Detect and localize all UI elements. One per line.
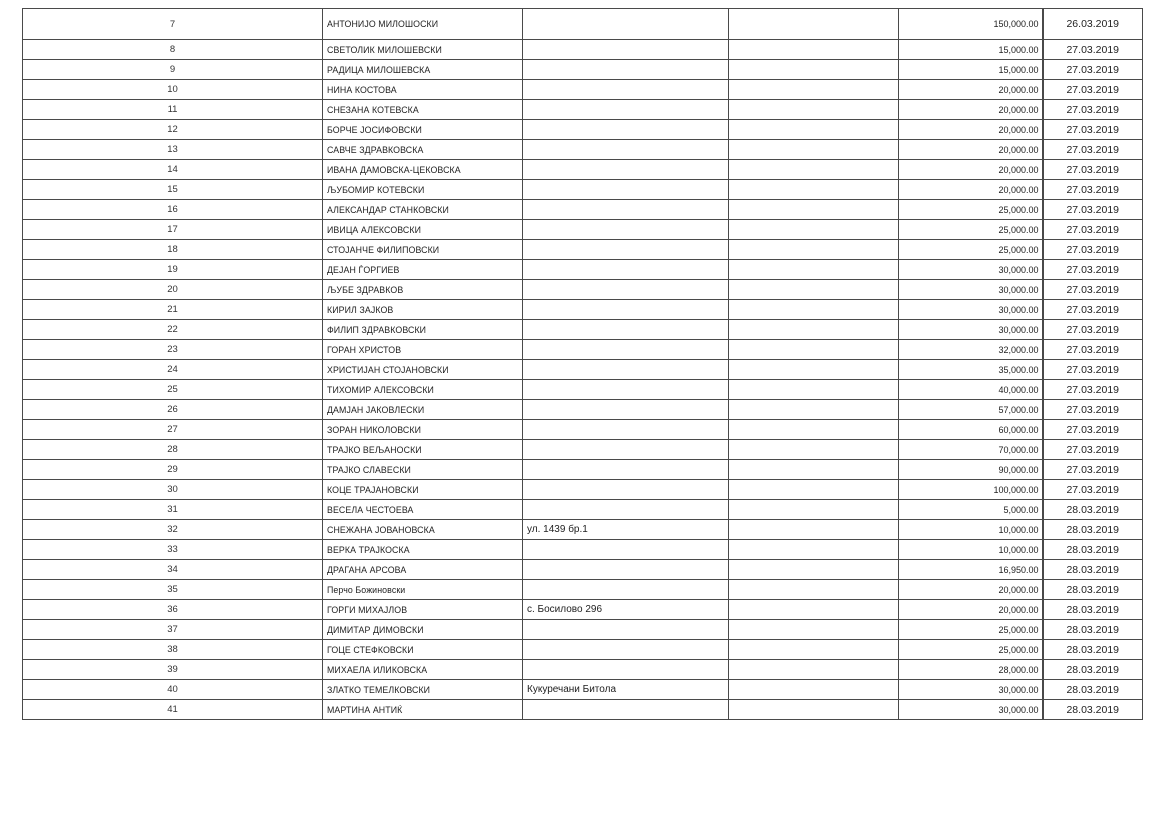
donor-address: [523, 280, 729, 300]
donation-date: 28.03.2019: [1043, 560, 1143, 580]
donor-address: [523, 440, 729, 460]
table-row: [23, 340, 1143, 360]
row-number: 30: [23, 480, 323, 500]
donation-date: 27.03.2019: [1043, 80, 1143, 100]
donor-name: Перчо Божиновски: [323, 580, 523, 600]
donation-amount: 20,000.00: [899, 160, 1043, 180]
empty-cell: [729, 600, 899, 620]
row-number: 7: [23, 9, 323, 40]
donation-date: 27.03.2019: [1043, 440, 1143, 460]
table-row: [23, 240, 1143, 260]
empty-cell: [729, 620, 899, 640]
donation-date: 27.03.2019: [1043, 360, 1143, 380]
donor-address: [523, 340, 729, 360]
donor-name: АНТОНИЈО МИЛОШОСКИ: [323, 9, 523, 40]
empty-cell: [729, 380, 899, 400]
table-row: [23, 540, 1143, 560]
empty-cell: [729, 240, 899, 260]
donation-date: 27.03.2019: [1043, 160, 1143, 180]
donation-amount: 30,000.00: [899, 280, 1043, 300]
donor-address: [523, 460, 729, 480]
donation-date: 28.03.2019: [1043, 520, 1143, 540]
donation-date: 27.03.2019: [1043, 280, 1143, 300]
row-number: 15: [23, 180, 323, 200]
row-number: 14: [23, 160, 323, 180]
row-number: 10: [23, 80, 323, 100]
donor-name: НИНА КОСТОВА: [323, 80, 523, 100]
donation-amount: 10,000.00: [899, 540, 1043, 560]
donor-name: ТРАЈКО СЛАВЕСКИ: [323, 460, 523, 480]
donation-amount: 30,000.00: [899, 300, 1043, 320]
row-number: 36: [23, 600, 323, 620]
donor-address: [523, 160, 729, 180]
donation-amount: 57,000.00: [899, 400, 1043, 420]
table-row: [23, 640, 1143, 660]
donation-amount: 30,000.00: [899, 260, 1043, 280]
empty-cell: [729, 680, 899, 700]
donation-amount: 150,000.00: [899, 9, 1043, 40]
donation-date: 28.03.2019: [1043, 620, 1143, 640]
donor-name: ИВИЦА АЛЕКСОВСКИ: [323, 220, 523, 240]
row-number: 8: [23, 40, 323, 60]
empty-cell: [729, 360, 899, 380]
table-row: [23, 100, 1143, 120]
donor-name: ХРИСТИЈАН СТОЈАНОВСКИ: [323, 360, 523, 380]
empty-cell: [729, 160, 899, 180]
empty-cell: [729, 60, 899, 80]
table-row: [23, 440, 1143, 460]
table-row: [23, 520, 1143, 540]
row-number: 18: [23, 240, 323, 260]
donor-address: [523, 480, 729, 500]
empty-cell: [729, 520, 899, 540]
donor-name: ЗЛАТКО ТЕМЕЛКОВСКИ: [323, 680, 523, 700]
empty-cell: [729, 560, 899, 580]
empty-cell: [729, 120, 899, 140]
row-number: 19: [23, 260, 323, 280]
donation-date: 28.03.2019: [1043, 640, 1143, 660]
row-number: 35: [23, 580, 323, 600]
donation-date: 26.03.2019: [1043, 9, 1143, 40]
donor-name: СТОЈАНЧЕ ФИЛИПОВСКИ: [323, 240, 523, 260]
donation-date: 27.03.2019: [1043, 200, 1143, 220]
donor-address: [523, 240, 729, 260]
row-number: 17: [23, 220, 323, 240]
donor-name: КИРИЛ ЗАЈКОВ: [323, 300, 523, 320]
row-number: 29: [23, 460, 323, 480]
row-number: 37: [23, 620, 323, 640]
row-number: 21: [23, 300, 323, 320]
empty-cell: [729, 320, 899, 340]
donations-sheet: [22, 8, 1142, 720]
donation-date: 27.03.2019: [1043, 480, 1143, 500]
donor-address: [523, 100, 729, 120]
table-row: [23, 280, 1143, 300]
row-number: 22: [23, 320, 323, 340]
donation-date: 27.03.2019: [1043, 120, 1143, 140]
donor-address: [523, 400, 729, 420]
donor-name: СНЕЗАНА КОТЕВСКА: [323, 100, 523, 120]
donation-amount: 25,000.00: [899, 200, 1043, 220]
table-row: [23, 60, 1143, 80]
empty-cell: [729, 40, 899, 60]
row-number: 41: [23, 700, 323, 720]
empty-cell: [729, 280, 899, 300]
donor-name: ДРАГАНА АРСОВА: [323, 560, 523, 580]
donor-address: [523, 580, 729, 600]
donor-name: ЉУБЕ ЗДРАВКОВ: [323, 280, 523, 300]
row-number: 23: [23, 340, 323, 360]
donation-date: 28.03.2019: [1043, 580, 1143, 600]
table-row: [23, 9, 1143, 40]
table-row: [23, 160, 1143, 180]
table-row: [23, 500, 1143, 520]
donation-date: 27.03.2019: [1043, 380, 1143, 400]
donation-date: 28.03.2019: [1043, 680, 1143, 700]
donation-amount: 25,000.00: [899, 640, 1043, 660]
donor-address: [523, 320, 729, 340]
row-number: 40: [23, 680, 323, 700]
donation-amount: 40,000.00: [899, 380, 1043, 400]
donor-name: ТРАЈКО ВЕЉАНОСКИ: [323, 440, 523, 460]
donation-amount: 25,000.00: [899, 620, 1043, 640]
donor-name: ГОРГИ МИХАЈЛОВ: [323, 600, 523, 620]
donation-date: 27.03.2019: [1043, 300, 1143, 320]
donor-name: ДЕЈАН ЃОРГИЕВ: [323, 260, 523, 280]
donor-address: [523, 640, 729, 660]
donor-name: МАРТИНА АНТИЌ: [323, 700, 523, 720]
donor-name: ДАМЈАН ЈАКОВЛЕСКИ: [323, 400, 523, 420]
empty-cell: [729, 580, 899, 600]
donation-amount: 30,000.00: [899, 680, 1043, 700]
donor-address: [523, 180, 729, 200]
donor-name: САВЧЕ ЗДРАВКОВСКА: [323, 140, 523, 160]
donor-name: ВЕРКА ТРАЈКОСКА: [323, 540, 523, 560]
row-number: 39: [23, 660, 323, 680]
donation-amount: 25,000.00: [899, 220, 1043, 240]
donation-amount: 20,000.00: [899, 600, 1043, 620]
empty-cell: [729, 340, 899, 360]
donation-amount: 20,000.00: [899, 100, 1043, 120]
donor-address: [523, 620, 729, 640]
empty-cell: [729, 700, 899, 720]
donor-address: [523, 500, 729, 520]
donor-address: [523, 60, 729, 80]
donation-date: 28.03.2019: [1043, 700, 1143, 720]
empty-cell: [729, 640, 899, 660]
table-row: [23, 200, 1143, 220]
donor-address: [523, 540, 729, 560]
donor-address: [523, 560, 729, 580]
donor-address: с. Босилово 296: [523, 600, 729, 620]
donation-amount: 90,000.00: [899, 460, 1043, 480]
table-row: [23, 260, 1143, 280]
row-number: 25: [23, 380, 323, 400]
donor-name: КОЦЕ ТРАЈАНОВСКИ: [323, 480, 523, 500]
donor-name: ЗОРАН НИКОЛОВСКИ: [323, 420, 523, 440]
row-number: 32: [23, 520, 323, 540]
donation-amount: 35,000.00: [899, 360, 1043, 380]
empty-cell: [729, 500, 899, 520]
table-row: [23, 420, 1143, 440]
empty-cell: [729, 420, 899, 440]
row-number: 33: [23, 540, 323, 560]
table-row: [23, 600, 1143, 620]
donor-address: [523, 660, 729, 680]
donor-address: [523, 260, 729, 280]
donor-address: [523, 380, 729, 400]
donor-name: АЛЕКСАНДАР СТАНКОВСКИ: [323, 200, 523, 220]
donor-address: [523, 300, 729, 320]
table-row: [23, 180, 1143, 200]
table-row: [23, 560, 1143, 580]
donor-name: ВЕСЕЛА ЧЕСТОЕВА: [323, 500, 523, 520]
donor-name: ТИХОМИР АЛЕКСОВСКИ: [323, 380, 523, 400]
table-row: [23, 120, 1143, 140]
donor-name: ИВАНА ДАМОВСКА-ЦЕКОВСКА: [323, 160, 523, 180]
row-number: 9: [23, 60, 323, 80]
donor-address: Кукуречани Битола: [523, 680, 729, 700]
donor-address: [523, 120, 729, 140]
row-number: 13: [23, 140, 323, 160]
donation-date: 27.03.2019: [1043, 140, 1143, 160]
donation-amount: 100,000.00: [899, 480, 1043, 500]
empty-cell: [729, 9, 899, 40]
donation-amount: 30,000.00: [899, 320, 1043, 340]
table-row: [23, 460, 1143, 480]
donor-address: [523, 220, 729, 240]
empty-cell: [729, 440, 899, 460]
donation-date: 27.03.2019: [1043, 400, 1143, 420]
table-row: [23, 320, 1143, 340]
empty-cell: [729, 140, 899, 160]
table-row: [23, 140, 1143, 160]
donation-amount: 20,000.00: [899, 180, 1043, 200]
empty-cell: [729, 180, 899, 200]
donor-name: ДИМИТАР ДИМОВСКИ: [323, 620, 523, 640]
empty-cell: [729, 260, 899, 280]
donor-name: БОРЧЕ ЈОСИФОВСКИ: [323, 120, 523, 140]
donation-date: 27.03.2019: [1043, 320, 1143, 340]
empty-cell: [729, 540, 899, 560]
table-row: [23, 220, 1143, 240]
donation-date: 27.03.2019: [1043, 460, 1143, 480]
donation-amount: 20,000.00: [899, 120, 1043, 140]
table-row: [23, 700, 1143, 720]
row-number: 24: [23, 360, 323, 380]
donation-amount: 60,000.00: [899, 420, 1043, 440]
donor-address: [523, 420, 729, 440]
donor-name: ГОРАН ХРИСТОВ: [323, 340, 523, 360]
donor-name: МИХАЕЛА ИЛИКОВСКА: [323, 660, 523, 680]
donor-name: СНЕЖАНА ЈОВАНОВСКА: [323, 520, 523, 540]
row-number: 26: [23, 400, 323, 420]
donation-amount: 70,000.00: [899, 440, 1043, 460]
table-row: [23, 680, 1143, 700]
row-number: 16: [23, 200, 323, 220]
table-row: [23, 480, 1143, 500]
table-body: [23, 9, 1143, 720]
donor-address: [523, 700, 729, 720]
table-row: [23, 380, 1143, 400]
donor-name: ФИЛИП ЗДРАВКОВСКИ: [323, 320, 523, 340]
donor-address: [523, 200, 729, 220]
donation-date: 28.03.2019: [1043, 500, 1143, 520]
table-row: [23, 660, 1143, 680]
donor-name: ЉУБОМИР КОТЕВСКИ: [323, 180, 523, 200]
empty-cell: [729, 480, 899, 500]
donation-date: 27.03.2019: [1043, 40, 1143, 60]
table-row: [23, 40, 1143, 60]
donor-address: [523, 80, 729, 100]
donation-amount: 15,000.00: [899, 40, 1043, 60]
donor-name: РАДИЦА МИЛОШЕВСКА: [323, 60, 523, 80]
donation-amount: 32,000.00: [899, 340, 1043, 360]
row-number: 12: [23, 120, 323, 140]
donor-address: [523, 40, 729, 60]
row-number: 11: [23, 100, 323, 120]
donation-date: 28.03.2019: [1043, 660, 1143, 680]
donation-amount: 5,000.00: [899, 500, 1043, 520]
empty-cell: [729, 400, 899, 420]
donation-amount: 30,000.00: [899, 700, 1043, 720]
empty-cell: [729, 220, 899, 240]
empty-cell: [729, 300, 899, 320]
row-number: 27: [23, 420, 323, 440]
row-number: 38: [23, 640, 323, 660]
donation-date: 27.03.2019: [1043, 340, 1143, 360]
donation-date: 27.03.2019: [1043, 240, 1143, 260]
donation-date: 28.03.2019: [1043, 540, 1143, 560]
donation-amount: 20,000.00: [899, 80, 1043, 100]
empty-cell: [729, 660, 899, 680]
donor-name: СВЕТОЛИК МИЛОШЕВСКИ: [323, 40, 523, 60]
donation-date: 27.03.2019: [1043, 180, 1143, 200]
donation-amount: 15,000.00: [899, 60, 1043, 80]
empty-cell: [729, 100, 899, 120]
donation-date: 27.03.2019: [1043, 220, 1143, 240]
row-number: 28: [23, 440, 323, 460]
donation-date: 27.03.2019: [1043, 60, 1143, 80]
donation-amount: 10,000.00: [899, 520, 1043, 540]
row-number: 20: [23, 280, 323, 300]
table-row: [23, 580, 1143, 600]
table-row: [23, 400, 1143, 420]
donation-amount: 20,000.00: [899, 580, 1043, 600]
donor-address: [523, 140, 729, 160]
row-number: 34: [23, 560, 323, 580]
row-number: 31: [23, 500, 323, 520]
empty-cell: [729, 460, 899, 480]
donation-amount: 25,000.00: [899, 240, 1043, 260]
table-row: [23, 80, 1143, 100]
empty-cell: [729, 200, 899, 220]
donation-date: 28.03.2019: [1043, 600, 1143, 620]
donation-date: 27.03.2019: [1043, 100, 1143, 120]
donations-table: [22, 8, 1143, 720]
empty-cell: [729, 80, 899, 100]
donation-amount: 20,000.00: [899, 140, 1043, 160]
donation-amount: 28,000.00: [899, 660, 1043, 680]
donation-date: 27.03.2019: [1043, 260, 1143, 280]
table-row: [23, 360, 1143, 380]
donation-amount: 16,950.00: [899, 560, 1043, 580]
donor-name: ГОЦЕ СТЕФКОВСКИ: [323, 640, 523, 660]
table-row: [23, 300, 1143, 320]
donor-address: [523, 360, 729, 380]
table-row: [23, 620, 1143, 640]
donor-address: ул. 1439 бр.1: [523, 520, 729, 540]
donor-address: [523, 9, 729, 40]
donation-date: 27.03.2019: [1043, 420, 1143, 440]
